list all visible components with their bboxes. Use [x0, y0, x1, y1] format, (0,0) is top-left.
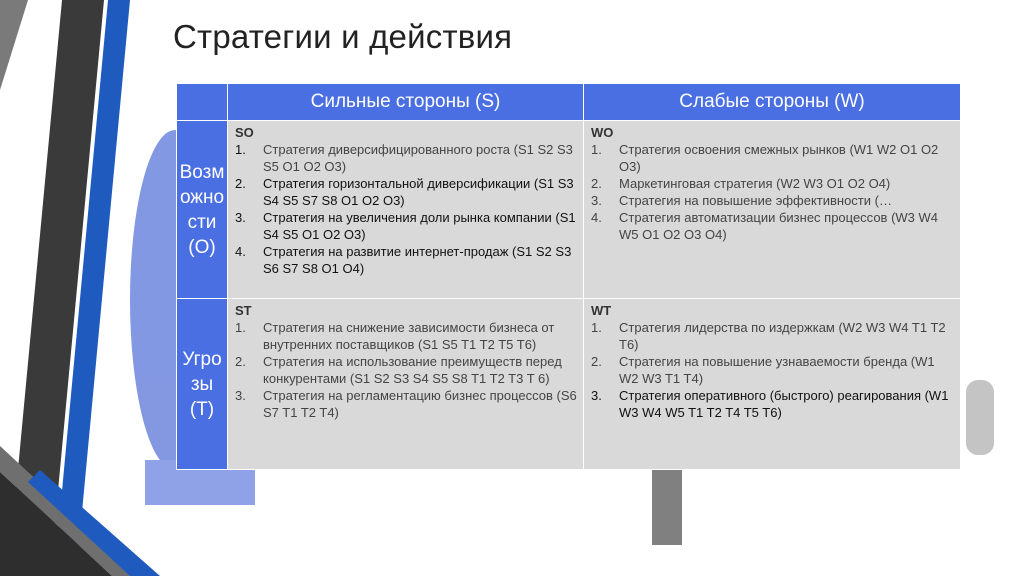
so-code: SO [235, 125, 254, 140]
stripe-gray-top [0, 0, 28, 90]
item-number: 1. [591, 142, 602, 157]
strengths-header: Сильные стороны (S) [228, 84, 584, 121]
opportunities-label: Возможности (O) [177, 121, 228, 299]
so-cell [228, 121, 584, 299]
wo-code: WO [591, 125, 614, 140]
wt-cell [584, 299, 961, 470]
item-text: Стратегия на повышение узнаваемости бренда (W1 W2 W3 T1 T4) [619, 354, 935, 386]
item-number: 3. [235, 210, 246, 225]
list-item [235, 175, 577, 209]
item-number: 2. [235, 176, 246, 191]
list-item [235, 209, 577, 243]
item-text: Стратегия на регламентацию бизнес процессов (S6 S7 T1 T2 T4) [263, 388, 577, 420]
item-number: 1. [591, 320, 602, 335]
wo-list [591, 141, 954, 243]
wt-list [591, 319, 954, 421]
item-text: Стратегия на снижение зависимости бизнеса от внутренних поставщиков (S1 S5 T1 T2 T5 T6) [263, 320, 555, 352]
item-text: Маркетинговая стратегия (W2 W3 O1 O2 O4) [619, 176, 891, 191]
st-cell [228, 299, 584, 470]
item-number: 2. [591, 176, 602, 191]
wo-cell [584, 121, 961, 299]
st-code: ST [235, 303, 252, 318]
so-list [235, 141, 577, 277]
item-number: 3. [591, 193, 602, 208]
st-list [235, 319, 577, 421]
list-item [591, 319, 954, 353]
list-item [591, 387, 954, 421]
item-text: Стратегия диверсифицированного роста (S1 S2 S3 S5 O1 O2 O3) [263, 142, 573, 174]
item-text: Стратегия на повышение эффективности (… [619, 193, 892, 208]
list-item [591, 353, 954, 387]
list-item [591, 192, 954, 209]
list-item [235, 387, 577, 421]
swot-table [176, 83, 961, 470]
watermark-shape-low [652, 470, 682, 545]
threats-row [177, 299, 961, 470]
threats-label: Угрозы (T) [177, 299, 228, 470]
item-text: Стратегия на использование преимуществ перед конкурентами (S1 S2 S3 S4 S5 S8 T1 T2 T3 T 6) [263, 354, 562, 386]
item-text: Стратегия освоения смежных рынков (W1 W2 O1 O2 O3) [619, 142, 939, 174]
list-item [591, 209, 954, 243]
weaknesses-header: Слабые стороны (W) [584, 84, 961, 121]
item-number: 3. [235, 388, 246, 403]
page-title: Стратегии и действия [173, 18, 513, 55]
list-item [235, 319, 577, 353]
item-number: 2. [235, 354, 246, 369]
item-number: 4. [591, 210, 602, 225]
corner-cell [177, 84, 228, 121]
header-row [177, 84, 961, 121]
item-text: Стратегия оперативного (быстрого) реагирования (W1 W3 W4 W5 T1 T2 T4 T5 T6) [619, 388, 949, 420]
item-text: Стратегия автоматизации бизнес процессов (W3 W4 W5 O1 O2 O3 O4) [619, 210, 939, 242]
item-number: 4. [235, 244, 246, 259]
item-text: Стратегия горизонтальной диверсификации (S1 S3 S4 S5 S7 S8 O1 O2 O3) [263, 176, 574, 208]
item-number: 1. [235, 142, 246, 157]
opportunities-row [177, 121, 961, 299]
list-item [591, 175, 954, 192]
watermark-shape-right [966, 380, 994, 455]
wt-code: WT [591, 303, 612, 318]
item-number: 1. [235, 320, 246, 335]
list-item [235, 141, 577, 175]
list-item [235, 353, 577, 387]
item-number: 3. [591, 388, 602, 403]
item-text: Стратегия на увеличения доли рынка компании (S1 S4 S5 O1 O2 O3) [263, 210, 576, 242]
list-item [235, 243, 577, 277]
item-number: 2. [591, 354, 602, 369]
item-text: Стратегия на развитие интернет-продаж (S1 S2 S3 S6 S7 S8 O1 O4) [263, 244, 572, 276]
item-text: Стратегия лидерства по издержкам (W2 W3 W4 T1 T2 T6) [619, 320, 946, 352]
list-item [591, 141, 954, 175]
